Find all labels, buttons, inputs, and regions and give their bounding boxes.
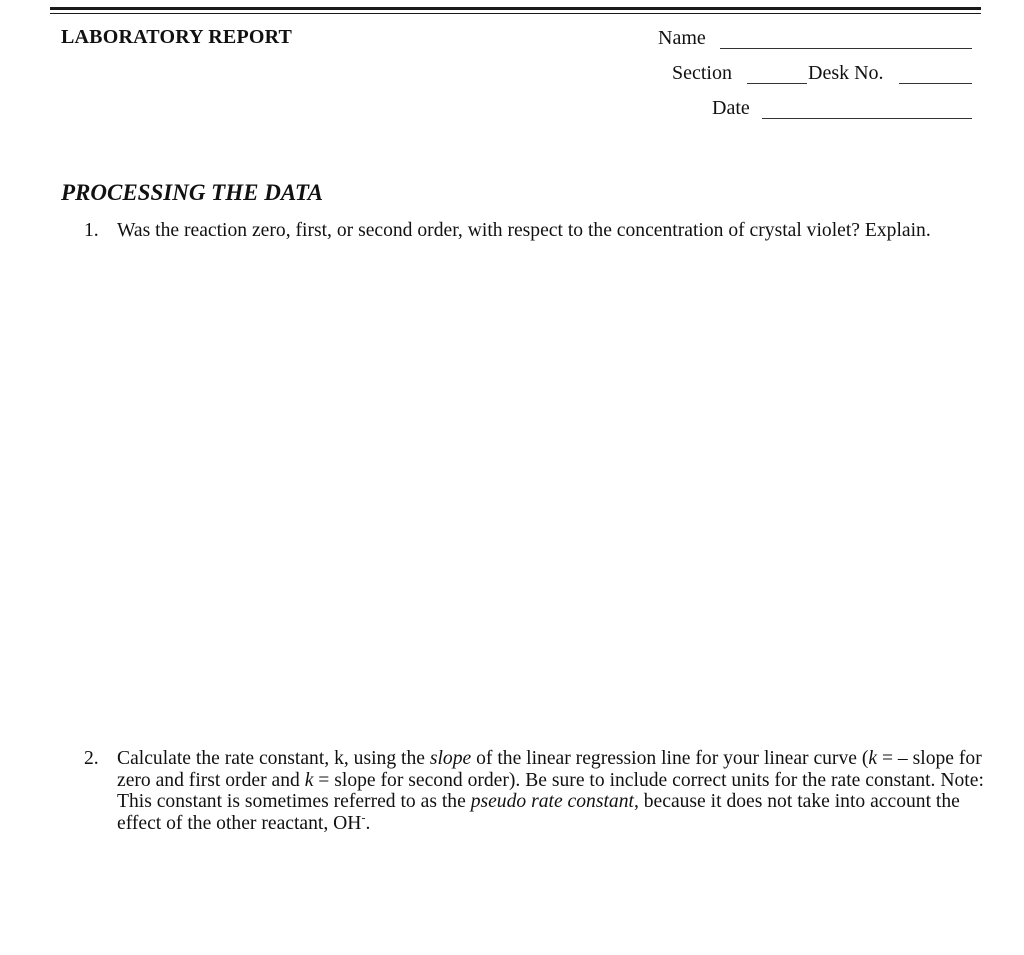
desk-no-label: Desk No. — [808, 62, 884, 84]
name-field[interactable] — [720, 48, 972, 49]
date-field[interactable] — [762, 118, 972, 119]
pseudo-rate-constant-term: pseudo rate constant — [470, 791, 634, 812]
question-text: Calculate the rate constant, k, using the slope of the linear regression line for your linear curve (k = – slope for zero and first order and k = slope for second order). Be sure to include correct units for the rate constant. Note: This constant is sometimes referred to as the pseudo rate constant, because it does not take into account the effect of the other reactant, OH-. — [117, 748, 984, 834]
k-symbol: k — [304, 769, 314, 791]
slope-term: slope — [429, 748, 472, 769]
header-double-rule-top — [50, 7, 981, 10]
date-label: Date — [712, 97, 750, 119]
name-label: Name — [658, 27, 706, 49]
header-double-rule-bottom — [50, 13, 981, 14]
question-text: Was the reaction zero, first, or second order, with respect to the concentration of crystal violet? Explain. — [117, 220, 931, 241]
desk-no-field[interactable] — [899, 83, 972, 84]
question-number: 1. — [84, 220, 99, 241]
section-field[interactable] — [747, 83, 807, 84]
section-label: Section — [672, 62, 732, 84]
question-1 — [84, 220, 988, 242]
report-title: LABORATORY REPORT — [61, 26, 293, 48]
section-heading: PROCESSING THE DATA — [61, 180, 324, 205]
question-number: 2. — [84, 748, 99, 769]
hydroxide-charge: - — [361, 809, 366, 824]
k-symbol: k — [868, 748, 878, 769]
question-2 — [84, 748, 988, 834]
